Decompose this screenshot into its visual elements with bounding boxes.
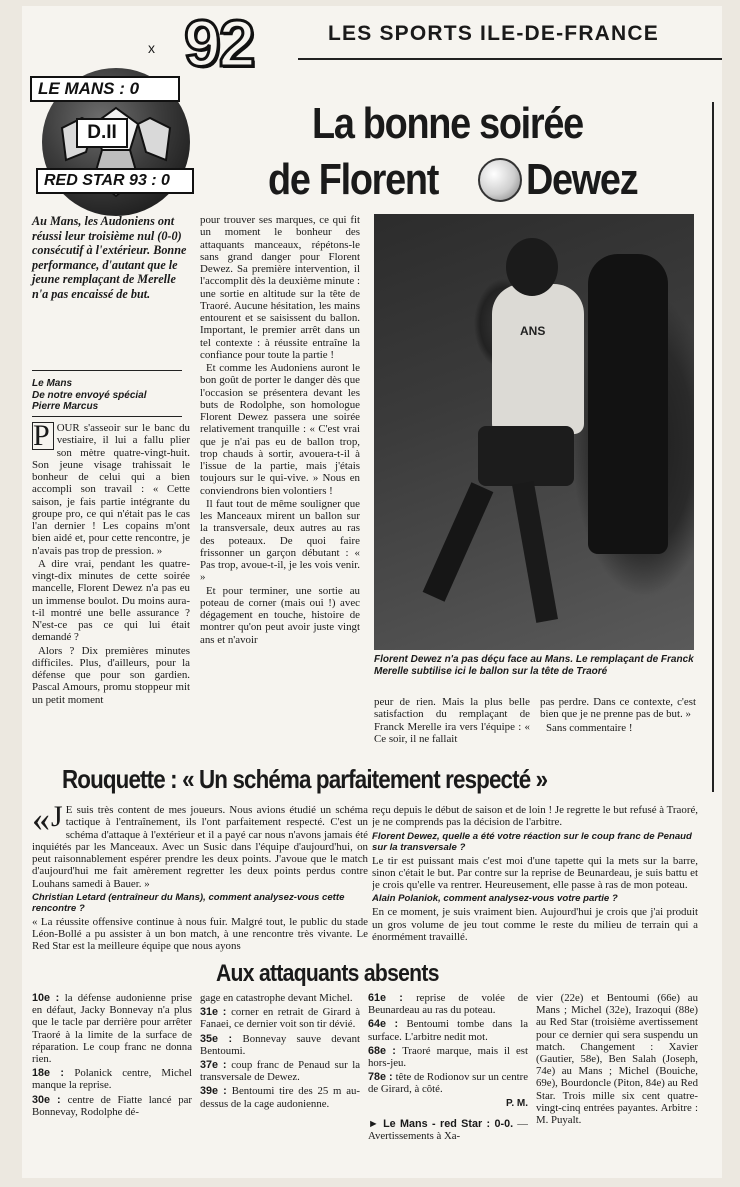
event-text: Bentoumi tire des 25 m au-dessus de la cage audonienne. xyxy=(200,1085,360,1110)
event-minute: 10e : xyxy=(32,992,65,1004)
article-column-1 xyxy=(32,422,190,758)
chronology-event xyxy=(200,1085,360,1109)
article-paragraph: A dire vrai, pendant les quatre-vingt-dix minutes de cette soirée mancelle, Florent Dewez n'a pas eu un immense boulot. Du moins aura-t-il montré une belle assurance ? N'est-ce pas ce qui lui était demandé ? xyxy=(32,557,190,644)
right-column-rule xyxy=(712,102,714,792)
chronology-event xyxy=(32,1067,192,1091)
corner-mark: x xyxy=(148,40,155,56)
chronology-event xyxy=(368,1071,528,1095)
chronology-column-4: vier (22e) et Bentoumi (66e) au Mans ; Michel (32e), Irazoqui (88e) au Red Star (troisième avertissement pour ce dernier qui sera suspendu un match. Changement : Xavier (Gautier, 58e), Ben Salah (Joseph, 74e) au Mans ; Michel (Bouiche, 69e), Bourdoncle (Piton, 84e) au Red Star. Trois mille six cent quatre-vingt-cinq entrées payantes. Arbitre : M. Puyalt. xyxy=(536,992,698,1127)
article-paragraph: Et pour terminer, une sortie au poteau de corner (mais oui !) avec dégagement en touche, histoire de montrer qu'on peut avoir juste vingt ans et n'avoir xyxy=(200,584,360,646)
event-text: corner en retrait de Girard à Fanaei, ce dernier voit son tir dévié. xyxy=(200,1006,360,1031)
player-shorts xyxy=(478,426,574,486)
player-figure xyxy=(492,284,584,434)
event-text: reprise de volée de Beunardeau au ras du poteau. xyxy=(368,992,528,1017)
chronology-event xyxy=(368,1045,528,1069)
result-line: ► Le Mans - red Star : 0-0. — Avertissements à Xa- xyxy=(368,1117,528,1143)
event-minute: 35e : xyxy=(200,1032,243,1045)
article-column-3: peur de rien. Mais la plus belle satisfaction du remplaçant de Franck Merelle ira vers l'équipe : « Ce soir, il ne fallait xyxy=(374,696,530,745)
byline xyxy=(32,378,192,413)
interview-right-column xyxy=(372,804,698,980)
article-paragraph: Il faut tout de même souligner que les Manceaux mirent un ballon sur la transversale, deux autres au ras des poteaux. De quoi faire frissonner un garçon débutant : « Pas trop, avoue-t-il, je les vois venir. » xyxy=(200,497,360,584)
quote-mark: « xyxy=(32,804,50,839)
article-paragraph: Et comme les Audoniens auront le bon goût de porter le danger dès que l'occasion se présentera devant les buts de Rodolphe, son homologue Florent Dewez passera une soirée relativement tranquille : « C'est vrai que je n'ai pas eu de ballon trop, trop chauds à sortir, avouera-t-il à l'issue de la partie, mais j'étais toujours sur le qui-vive. » Nous en conviendrons bien volontiers ! xyxy=(200,362,360,497)
match-photo xyxy=(374,214,694,650)
division-label: D.II xyxy=(76,118,128,148)
page-number: 92 xyxy=(184,6,254,80)
event-minute: 39e : xyxy=(200,1085,232,1098)
event-text: la défense audonienne prise en défaut, Jacky Bonnevay n'a plus que le tacle par derrière pour arrêter Traoré à la limite de la surface de réparation. Le coup franc ne donna rien. xyxy=(32,992,192,1066)
article-intro: Au Mans, les Audoniens ont réussi leur troisième nul (0-0) consécutif à l'extérieur. Bonne performance, d'autant que le jeune remplaçant de Merelle n'a pas encaissé de but. xyxy=(32,214,187,301)
event-minute: 37e : xyxy=(200,1059,232,1072)
event-minute: 31e : xyxy=(200,1006,232,1019)
interview-answer: reçu depuis le début de saison et de loin ! Je regrette le but refusé à Traoré, je ne comprends pas la décision de l'arbitre. xyxy=(372,804,698,829)
photo-caption: Florent Dewez n'a pas déçu face au Mans. Le remplaçant de Franck Merelle subtilise ici le ballon sur la tête de Traoré xyxy=(374,654,694,677)
byline-author: Pierre Marcus xyxy=(32,401,99,412)
chronology-event xyxy=(32,992,192,1065)
chronology-event xyxy=(200,1059,360,1083)
headline-ball-icon xyxy=(478,158,522,202)
event-text: centre de Fiatte lancé par Bonnevay, Rodolphe dé- xyxy=(32,1093,192,1118)
away-score: RED STAR 93 : 0 xyxy=(36,168,194,194)
interview-answer: « J E suis très content de mes joueurs. Nous avions étudié un schéma tactique à l'entraînement, ils l'ont parfaitement respecté. C'est un schéma d'attaque à l'extérieur et il a payé car nous n'avons jamais été inquiétés par les Manceaux. Avec un Susic dans l'équipe d'aujourd'hui, on peut raisonnablement espérer prendre les deux points. J'avoue que le match d'aujourd'hui me fait amèrement regretter les deux points perdus contre Louhans samedi à Bauer. » xyxy=(32,804,368,890)
event-text: gage en catastrophe devant Michel. xyxy=(200,992,353,1004)
chronology-title: Aux attaquants absents xyxy=(216,960,439,987)
article-column-2 xyxy=(200,214,360,760)
event-text: Traoré marque, mais il est hors-jeu. xyxy=(368,1044,528,1070)
headline-line-2b: Dewez xyxy=(526,155,638,204)
article-paragraph: pour trouver ses marques, ce qui fit un moment le bonheur des attaquants manceaux, répétons-le sans grand danger pour Florent Dewez. Sa première intervention, il l'accomplit dès la deuxième minute : une sortie en altitude sur la tête de Traoré. Aucune hésitation, les mains entourent et se saisissent du ballon. Important, le premier arrêt dans un tel contexte : à réussite entraîne la confiance pour toute la partie ! xyxy=(200,214,360,361)
article-paragraph: Alors ? Dix premières minutes difficiles. Plus, d'ailleurs, pour la défense que pour son gardien. Pascal Amours, promu stoppeur mit un petit moment xyxy=(32,644,190,706)
headline-line-1: La bonne soirée xyxy=(312,99,583,148)
byline-place: Le Mans xyxy=(32,378,73,389)
chronology-column-3 xyxy=(368,992,528,1176)
chronology-column-1 xyxy=(32,992,192,1176)
signature: P. M. xyxy=(505,1097,528,1109)
event-text: Bentoumi tombe dans la surface. L'arbitre nedit mot. xyxy=(368,1018,528,1043)
event-minute: 18e : xyxy=(32,1067,75,1080)
event-minute: 64e : xyxy=(368,1018,407,1031)
chronology-event xyxy=(200,1033,360,1057)
event-text: Bonnevay sauve devant Bentoumi. xyxy=(200,1032,360,1057)
interview-answer: En ce moment, je suis vraiment bien. Aujourd'hui je crois que j'ai produit un gros volume de jeu tout comme le reste du milieu de terrain qui a énormément travaillé. xyxy=(372,906,698,943)
interview-answer: Le tir est puissant mais c'est moi d'une tapette qui la mets sur la barre, sinon c'était le but. Par contre sur la reprise de Beunardeau, je suis battu et je crois qu'elle va rentrer. Heureusement, elle passe à ras de mon poteau. xyxy=(372,854,698,891)
interview-question: Alain Polaniok, comment analysez-vous votre partie ? xyxy=(372,893,618,905)
home-score: LE MANS : 0 xyxy=(30,76,180,102)
chronology-event xyxy=(368,992,528,1016)
intro-rule xyxy=(32,370,182,371)
event-minute: 61e : xyxy=(368,992,417,1004)
event-minute: 68e : xyxy=(368,1044,403,1057)
event-text: tête de Rodionov sur un centre de Girard, à côté. xyxy=(368,1071,528,1096)
shirt-text: ANS xyxy=(520,324,546,338)
interview-left-column xyxy=(32,804,368,980)
interview-dropcap: J xyxy=(51,804,63,833)
interview-question: Florent Dewez, quelle a été votre réaction sur le coup franc de Penaud sur la transversale ? xyxy=(372,830,692,853)
event-text: coup franc de Penaud sur la transversale de Dewez. xyxy=(200,1059,360,1084)
event-text: Polanick centre, Michel manque la reprise. xyxy=(32,1067,192,1092)
article-paragraph: P OUR s'asseoir sur le banc du vestiaire, il lui a fallu plier son mètre quatre-vingt-huit. Son jeune visage trahissait le bonheur de celui qui a bien accompli son travail : « Cette saison, je fais partie intégrante du groupe pro, ce qui n'était pas le cas l'an dernier ! Les copains m'ont bien aidé et, pour cette rencontre, je n'avais pas trop de pression. » xyxy=(32,422,190,557)
chronology-event xyxy=(32,1094,192,1118)
interview-answer: « La réussite offensive continue à nous fuir. Malgré tout, le public du stade Léon-Bollé a pu assister à un bon match, à une rencontre très vivante. Le Red Star est la meilleure équipe que nous ayons xyxy=(32,915,368,953)
headline-line-2a: de Florent xyxy=(268,155,439,204)
chronology-event xyxy=(368,1018,528,1042)
event-minute: 78e : xyxy=(368,1071,396,1084)
player-head xyxy=(506,238,558,296)
byline-role: De notre envoyé spécial xyxy=(32,389,147,401)
newspaper-page xyxy=(22,6,722,1178)
section-title: LES SPORTS ILE-DE-FRANCE xyxy=(328,22,659,45)
opponent-figure xyxy=(588,254,668,554)
chronology-events-3 xyxy=(368,992,528,1096)
interview-question: Christian Letard (entraîneur du Mans), comment analysez-vous cette rencontre ? xyxy=(32,891,345,914)
chronology-event xyxy=(200,992,360,1004)
drop-cap: P xyxy=(32,422,54,450)
interview-title: Rouquette : « Un schéma parfaitement respecté » xyxy=(62,764,548,794)
header-rule xyxy=(298,58,722,60)
chronology-event xyxy=(200,1006,360,1030)
chronology-column-2 xyxy=(200,992,360,1176)
byline-rule xyxy=(32,416,182,417)
event-minute: 30e : xyxy=(32,1093,68,1106)
player-leg-right xyxy=(512,481,558,623)
article-column-4: pas perdre. Dans ce contexte, c'est bien que je ne prenne pas de but. » Sans commentaire ! xyxy=(540,696,696,734)
player-leg-left xyxy=(423,482,494,601)
